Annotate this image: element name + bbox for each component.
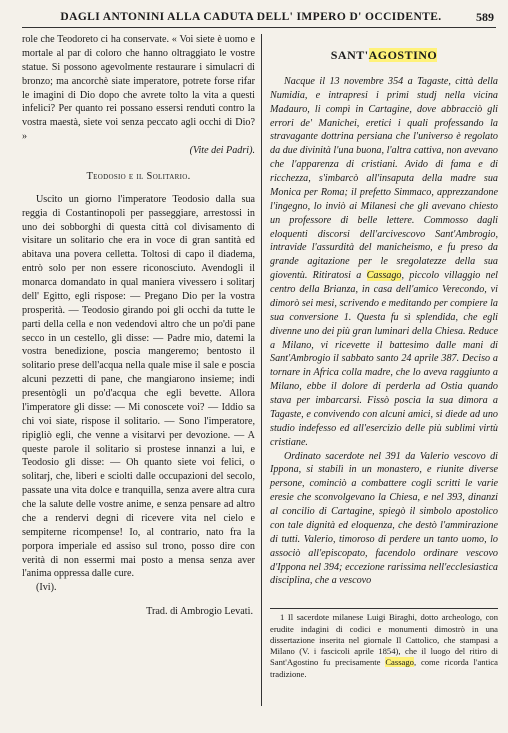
column-divider	[261, 34, 262, 706]
section-title-text: Teodosio e il Solitario.	[86, 170, 191, 182]
footnote-before: 1 Il sacerdote milanese Luigi Biraghi, dotto archeologo, con erudite indagini di codici e monumenti dimostrò in una dissertazione inserita nel giornale Il Cattolico, che stampasi a Milano (V. i fascicoli aprile 1854), che il luogo del ritiro di Sant'Agostino fu precisamente	[270, 612, 498, 668]
header-rule	[22, 27, 496, 28]
translator-credit	[22, 605, 255, 619]
bio-text-after: , piccolo villaggio nel centro della Brianza, in casa dell'amico Verecondo, vi dimorò sei mesi, scrivendo e meditando per compiere la sua conversione 1. Questa fu sì splendida, che egli divenne uno dei più gran luminari della Chiesa. Reduce a Milano, vi ricevette il battesimo dalle mani di Sant'Ambrogio il sabbato santo 24 aprile 387. Deciso a tornare in Africa colla madre, che lo aveva raggiunto a Milano, ebbe il dolore di perderla ad Ostia quando stava per imbarcarsi. Fissò poscia la sua dimora a Tagaste, e convivendo con alcuni amici, si diede ad uno studio indefesso ed all'esercizio delle più sublimi virtù cristiane.	[270, 270, 498, 448]
title-highlight: AGOSTINO	[368, 48, 438, 62]
highlight-cassago: Cassago	[366, 270, 402, 282]
story-paragraph: Uscito un giorno l'imperatore Teodosio dalla sua reggia di Costantinopoli per passeggiare, arrestossi in uno dei sobborghi di questa città col divisamento di visitare un solitario che era in voce di gran santità ed abitava una povera celletta. Toltosi di capo il diadema, entrò solo per non essere riconosciuto. Avendogli il monarca domandato in qual maniera vivessero i solitarj dell' Egitto, egli rispose: — Pregano Dio per la vostra prosperità. — Teodosio girando poi gli occhi da tutte le parti della cella e non vedendovi altro che un po'di pane secco in un cestello, gli disse: — Padre mio, datemi la vostra benedizione, poscia mangeremo; bentosto il solitario prese dell'acqua nella quale mise il sale e poscia alcuni pezzetti di pane, che mangiarono insieme; indi presentògli un po'd'acqua che egli bevette. Allora l'imperatore gli disse: — Mi conoscete voi? — Iddio sa chi voi siate, rispose il solitario. — Sono l'imperatore, ripigliò egli, che venne a visitarvi per devozione. — A queste parole il solitario si prostese innanzi a lui, e Teodosio gli disse: — Oh quanto siete voi felici, o solitarj, che, liberi e sciolti dalle occupazioni del secolo, passate una vita dolce e tranquilla, senza avere altra cura che la salute delle vostre anime, e senza pensare ad altro che a rendervi degni di ricevere vita nel cielo e sempiterne ricompense! Io, al contrario, nato fra la porpora imperiale ed assiso sul trono, posso dire con verità di non essermi mai posto a mensa senza aver l'anima oppressa dalle cure.	[22, 193, 255, 580]
footnote	[270, 612, 498, 680]
section-title	[22, 170, 255, 184]
quote-source: (Vite dei Padri).	[189, 145, 255, 156]
bio-text-before: Nacque il 13 novembre 354 a Tagaste, città della Numidia, e intrapresi i primi studj nella vicina Madauro, li compì in Cartagine, dove abbracciò gli errori de' Manichei, eretici i quali professando la stravagante dottrina persiana che l'universo è regolato da due divinità l'una buona, l'altra cattiva, non avevano che l'apparenza di cristiani. Avido di fama e di ricchezza, s'imbarcò all'insaputa della madre sua Monica per Roma; il prefetto Simmaco, apprezzandone l'ingegno, lo inviò ai Milanesi che gli avevano chiesto un professore di belle lettere. Commosso dagli eloquenti discorsi dell'arcivescovo Sant'Ambrogio, intravide l'assurdità del manicheismo, e fu preso da grande agitazione per le sregolatezze della sua gioventù. Ritiratosi a	[270, 75, 498, 282]
title-prefix: SANT'	[330, 48, 369, 62]
footnote-highlight: Cassago	[385, 657, 414, 668]
translator-text: Trad. di Ambrogio Levati.	[146, 606, 253, 618]
footnote-rule	[270, 608, 498, 609]
story-source: (Ivi).	[36, 582, 57, 594]
biography-paragraph-2: Ordinato sacerdote nel 391 da Valerio vescovo di Ippona, si stabilì in un monastero, e riunite diverse persone, cominciò a combattere cogli scritti le varie eresie che sconvolgevano la Chiesa, e nel 393, dinanzi al concilio di Cartagine, spiegò il simbolo apostolico con tale dignità ed eloquenza, che destò l'ammirazione di tutti. Valerio, timoroso di perdere un tanto uomo, lo associò all'episcopato, facendolo ordinare vescovo d'Ippona nel 394; eccezione rarissima nell'ecclesiastica disciplina, che a vescovo	[270, 450, 498, 587]
quote-paragraph: role che Teodoreto ci ha conservate. « Voi siete è uomo e mortale al par di coloro che hanno oltraggiato le vostre statue. Si possono agevolmente restaurare i simulacri di bronzo; ma ancorchè siate imperatore, potrete forse rifar le imagini di Dio dopo che avrete tolto la vita a questi infelici? Per quanto rei possano essersi renduti contro la vostra maestà, siete voi senza peccato agli occhi di Dio? »	[22, 34, 255, 143]
running-title: DAGLI ANTONINI ALLA CADUTA DELL' IMPERO D' OCCIDENTE.	[60, 11, 442, 23]
right-column	[270, 33, 498, 680]
footnote-after: , come ricorda l'antica tradizione.	[270, 657, 498, 679]
biography-paragraph-1	[270, 75, 498, 450]
left-column	[22, 33, 255, 619]
biography-title	[270, 49, 498, 63]
running-header	[26, 8, 494, 26]
page-number: 589	[476, 9, 494, 24]
